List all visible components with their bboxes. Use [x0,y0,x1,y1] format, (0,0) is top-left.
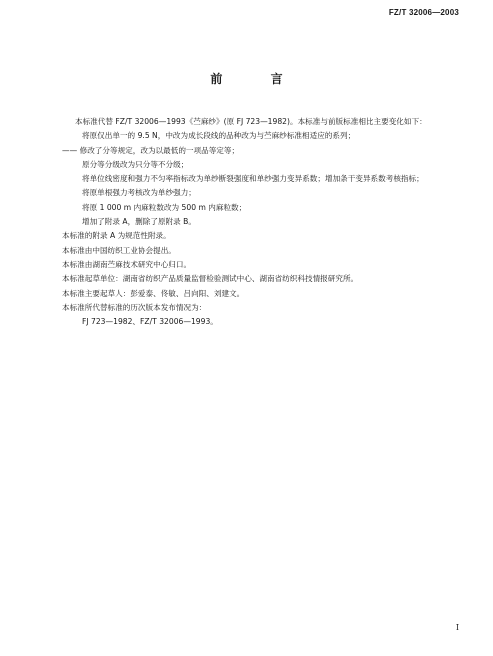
change-item [62,129,472,143]
change-item: 将单位线密度和强力不匀率指标改为单纱断裂强度和单纱强力变异系数；增加条干变异系数考核指标； [82,174,424,184]
page-title: 前 言 [210,72,305,86]
statement: 本标准的附录 A 为规范性附录。 [62,231,171,241]
statement: 本标准起草单位：湖南省纺织产品质量监督检验测试中心、湖南省纺织科技情报研究所。 [62,274,359,284]
foreword-body [62,115,472,329]
statement: 本标准由湖南苎麻技术研究中心归口。 [62,259,192,269]
change-item [62,144,472,158]
change-item: 增加了附录 A，删除了原附录 B。 [82,217,196,227]
change-text: 修改了分等规定，改为以最低的一项品等定等； [79,145,240,155]
statement: 本标准由中国纺织工业协会提出。 [62,245,176,255]
change-item: 将原 1 000 m 内麻粒数改为 500 m 内麻粒数； [82,202,247,212]
change-text: 将原仅出单一的 9.5 N，中改为成长段线的品种改为与苎麻纱标准相适应的系列； [82,131,356,141]
statement: 本标准主要起草人：彭爱泰、佟敏、吕向阳、刘建文。 [62,288,245,298]
change-item: 原分等分级改为只分等不分级； [82,159,189,169]
standard-number: FZ/T 32006—2003 [388,8,459,17]
intro-paragraph: 本标准代替 FZ/T 32006—1993《苎麻纱》(原 FJ 723—1982)。本标准与前版标准相比主要变化如下： [75,117,427,126]
change-bullet-dash: —— [62,145,80,155]
statement: 本标准所代替标准的历次版本发布情况为： [62,302,207,312]
page-number: I [455,623,459,632]
history-versions: FJ 723—1982、FZ/T 32006—1993。 [82,317,218,327]
change-item: 将原单根强力考核改为单纱强力； [82,188,196,198]
